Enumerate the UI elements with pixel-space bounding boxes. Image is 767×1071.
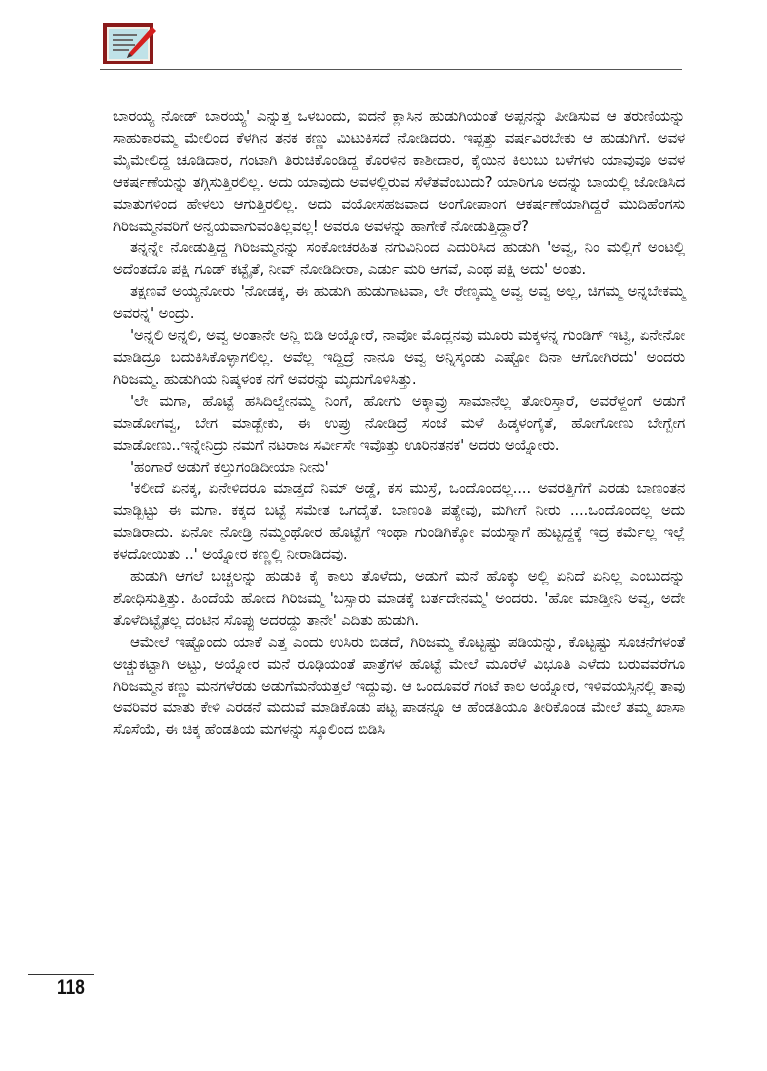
paragraph: ಆಮೇಲೆ ಇಷ್ಟೊಂದು ಯಾಕೆ ಎತ್ತ ಎಂದು ಉಸಿರು ಬಿಡದೆ, ಗಿರಿಜಮ್ಮ ಕೊಟ್ಟಷ್ಟು ಪಡಿಯನ್ನು, ಕೊಟ್ಟಷ್ಟು ಸೂಚನೆಗಳಂತೆ ಅಚ್ಚುಕಟ್ಟಾಗಿ ಅಟ್ಟು, ಅಯ್ನೋರ ಮನೆ ರೂಢಿಯಂತೆ ಪಾತ್ರೆಗಳ ಹೊಟ್ಟೆ ಮೇಲೆ ಮೂರೆಳೆ ವಿಭೂತಿ ಎಳೆದು ಬರುವವರೆಗೂ ಗಿರಿಜಮ್ಮನ ಕಣ್ಣು ಮನಗಳೆರಡು ಅಡುಗೆಮನೆಯತ್ತಲೆ ಇದ್ದುವು. ಆ ಒಂದೂವರೆ ಗಂಟೆ ಕಾಲ ಅಯ್ನೋರ, ಇಳಿವಯಸ್ಸಿನಲ್ಲಿ ತಾವು ಅವರಿವರ ಮಾತು ಕೇಳಿ ಎರಡನೆ ಮದುವೆ ಮಾಡಿಕೊಡು ಪಟ್ಟ ಪಾಡನ್ನೂ ಆ ಹೆಂಡತಿಯೂ ತೀರಿಕೊಂಡ ಮೇಲೆ ತಮ್ಮ ಖಾಸಾ ಸೊಸೆಯೆ, ಈ ಚಿಕ್ಕ ಹೆಂಡತಿಯ ಮಗಳನ್ನು ಸ್ಕೂಲಿಂದ ಬಿಡಿಸಿ — [113, 632, 685, 739]
paragraph: 'ಲೇ ಮಗಾ, ಹೊಟ್ಟೆ ಹಸಿದಿಲ್ವೇನಮ್ಮ ನಿಂಗೆ, ಹೋಗು ಅಕ್ಕಾವ್ರು ಸಾಮಾನೆಲ್ಲ ತೋರಿಸ್ತಾರೆ, ಅವರೆಳ್ದಂಗೆ ಅಡುಗೆ ಮಾಡೋಗವ್ವ, ಬೇಗ ಮಾಡ್ಬೇಕು, ಈ ಉಪ್ರು ನೋಡಿದ್ರೆ ಸಂಜೆ ಮಳೆ ಹಿಡ್ಕಳಂಗೈತೆ, ಹೋಗೋಣು ಬೇಗ್ಬೇಗ ಮಾಡೋಣು..ಇನ್ನೇನಿದ್ರು ನಮಗೆ ನಟರಾಜ ಸರ್ವೀಸೇ ಇವೊತ್ತು ಊರಿನತನಕ' ಅದರು ಅಯ್ನೋರು. — [113, 391, 685, 454]
paragraph: ಬಾರಯ್ಯ ನೋಡ್ ಬಾರಯ್ಯ' ಎನ್ನುತ್ತ ಒಳಬಂದು, ಐದನೆ ಕ್ಲಾಸಿನ ಹುಡುಗಿಯಂತೆ ಅಪ್ಪನನ್ನು ಪೀಡಿಸುವ ಆ ತರುಣಿಯನ್ನು ಸಾಹುಕಾರಮ್ಮ ಮೇಲಿಂದ ಕೆಳಗಿನ ತನಕ ಕಣ್ಣು ಮಿಟುಕಿಸದೆ ನೋಡಿದರು. ಇಪ್ಪತ್ತು ವರ್ಷವಿರಬೇಕು ಆ ಹುಡುಗಿಗೆ. ಅವಳ ಮೈಮೇಲಿದ್ದ ಚೂಡಿದಾರ, ಗಂಟಾಗಿ ತಿರುಚಿಕೊಂಡಿದ್ದ ಕೊರಳಿನ ಕಾಶೀದಾರ, ಕೈಯಿನ ಕಿಲುಬು ಬಳೆಗಳು ಯಾವುವೂ ಅವಳ ಆಕರ್ಷಣೆಯನ್ನು ತಗ್ಗಿಸುತ್ತಿರಲಿಲ್ಲ. ಅದು ಯಾವುದು ಅವಳಲ್ಲಿರುವ ಸೆಳೆತವೆಂಬುದು? ಯಾರಿಗೂ ಅದನ್ನು ಬಾಯಲ್ಲಿ ಜೋಡಿಸಿದ ಮಾತುಗಳಿಂದ ಹೇಳಲು ಆಗುತ್ತಿರಲಿಲ್ಲ. ಅದು ವಯೋಸಹಜವಾದ ಅಂಗೋಪಾಂಗ ಆಕರ್ಷಣೆಯಾಗಿದ್ದರೆ ಮುದಿಹೆಂಗಸು ಗಿರಿಜಮ್ಮನವರಿಗೆ ಅನ್ವಯವಾಗುವಂತಿಲ್ಲವಲ್ಲ! ಅವರೂ ಅವಳನ್ನು ಹಾಗೇಕೆ ನೋಡುತ್ತಿದ್ದಾರೆ? — [113, 107, 685, 235]
page-number: 118 — [57, 976, 85, 999]
paragraph: 'ಅನ್ನಲಿ ಅನ್ನಲಿ, ಅವ್ವ ಅಂತಾನೇ ಅನ್ಲಿ ಬಿಡಿ ಅಯ್ನೋರೆ, ನಾವೋ ಮೊದ್ಲನವು ಮೂರು ಮಕ್ಕಳನ್ನ ಗುಂಡಿಗ್ ಇಟ್ವಿ, ಏನೇನೋ ಮಾಡಿದ್ರೂ ಬದುಕಿಸಿಕೊಳ್ಳಾಗಲಿಲ್ಲ. ಅವೆಲ್ಲ ಇದ್ದಿದ್ರೆ ನಾನೂ ಅವ್ವ ಅನ್ನಿಸ್ಕಂಡು ಎಷ್ಟೋ ದಿನಾ ಆಗೋಗಿರದು' ಅಂದರು ಗಿರಿಜಮ್ಮ. ಹುಡುಗಿಯ ನಿಷ್ಕಳಂಕ ನಗೆ ಅವರನ್ನು ಮೃದುಗೊಳಿಸಿತ್ತು. — [113, 326, 685, 388]
header-rule — [100, 69, 682, 70]
page-body — [113, 106, 685, 741]
footer-rule — [28, 974, 94, 975]
paragraph: 'ಕಲೀದೆ ಏನಕ್ಕ, ಏನೇಳಿದರೂ ಮಾಡ್ತದೆ ನಿಮ್ ಅಡ್ಡೆ, ಕಸ ಮುಸ್ರೆ, ಒಂದೊಂದಲ್ಲ.... ಅವರತ್ತಿಗೆಗೆ ಎರಡು ಬಾಣಂತನ ಮಾಡ್ಬಿಟ್ಟು ಈ ಮಗಾ. ಕಕ್ಕದ ಬಟ್ಟೆ ಸಮೇತ ಒಗದೈತೆ. ಬಾಣಂತಿ ಪತ್ಯೇವು, ಮಗೀಗೆ ನೀರು ....ಒಂದೊಂದಲ್ಲ ಅದು ಮಾಡಿರಾದು. ಏನೋ ನೋಡ್ರಿ ನಮ್ಮಂಥೋರ ಹೊಟ್ಟೆಗೆ ಇಂಥಾ ಗುಂಡಿಗಿಕ್ಕೋ ವಯಸ್ನಾಗೆ ಹುಟ್ಟದ್ದಕ್ಕೆ ಇದ್ರ ಕರ್ಮೆಲ್ಲ ಇಲ್ಲೆ ಕಳದೋಯಿತು ..' ಅಯ್ನೋರ ಕಣ್ಣಲ್ಲಿ ನೀರಾಡಿದವು. — [113, 479, 685, 564]
paragraph: ಹುಡುಗಿ ಆಗಲೆ ಬಚ್ಚಲನ್ನು ಹುಡುಕಿ ಕೈ ಕಾಲು ತೊಳೆದು, ಅಡುಗೆ ಮನೆ ಹೊಕ್ಕು ಅಲ್ಲಿ ಏನಿದೆ ಏನಿಲ್ಲ ಎಂಬುದನ್ನು ಶೋಧಿಸುತ್ತಿತ್ತು. ಹಿಂದೆಯೆ ಹೋದ ಗಿರಿಜಮ್ಮ 'ಬಸ್ಸಾರು ಮಾಡಕ್ಕೆ ಬರ್ತದೇನಮ್ಮ' ಅಂದರು. 'ಹೋ ಮಾಡ್ತೀನಿ ಅವ್ವ, ಅದೇ ತೊಳೆದಿಟ್ಟೈತಲ್ಲ ದಂಟಿನ ಸೊಪ್ಪು ಅದರದ್ದು ತಾನೇ' ಎದಿತು ಹುಡುಗಿ. — [113, 567, 685, 629]
pen-and-paper-logo-icon — [102, 22, 156, 66]
paragraph: ತನ್ನನ್ನೇ ನೋಡುತ್ತಿದ್ದ ಗಿರಿಜಮ್ಮನನ್ನು ಸಂಕೋಚರಹಿತ ನಗುವಿನಿಂದ ಎದುರಿಸಿದ ಹುಡುಗಿ 'ಅವ್ವ, ನಿಂ ಮಲ್ಲಿಗೆ ಅಂಟಲ್ಲಿ ಅದೆಂತದೊ ಪಕ್ಷಿ ಗೂಡ್ ಕಟ್ಟೈತೆ, ನೀವ್ ನೋಡಿದೀರಾ, ಎರ್ಡು ಮರಿ ಆಗವೆ, ಎಂಥ ಪಕ್ಷಿ ಅದು' ಅಂತು. — [113, 238, 685, 279]
paragraph: 'ಹಂಗಾರೆ ಅಡುಗೆ ಕಲ್ತುಗಂಡಿದೀಯಾ ನೀನು' — [130, 457, 329, 476]
paragraph: ತಕ್ಷಣವೆ ಅಯ್ಯನೋರು 'ನೋಡಕ್ಕ, ಈ ಹುಡುಗಿ ಹುಡುಗಾಟವಾ, ಲೇ ರೇಣ್ಕಮ್ಮ ಅವ್ವ ಅವ್ವ ಅಲ್ಲ, ಚಿಗಮ್ಮ ಅನ್ನಬೇಕಮ್ಮ ಅವರನ್ನ' ಅಂದ್ರು. — [113, 282, 685, 323]
